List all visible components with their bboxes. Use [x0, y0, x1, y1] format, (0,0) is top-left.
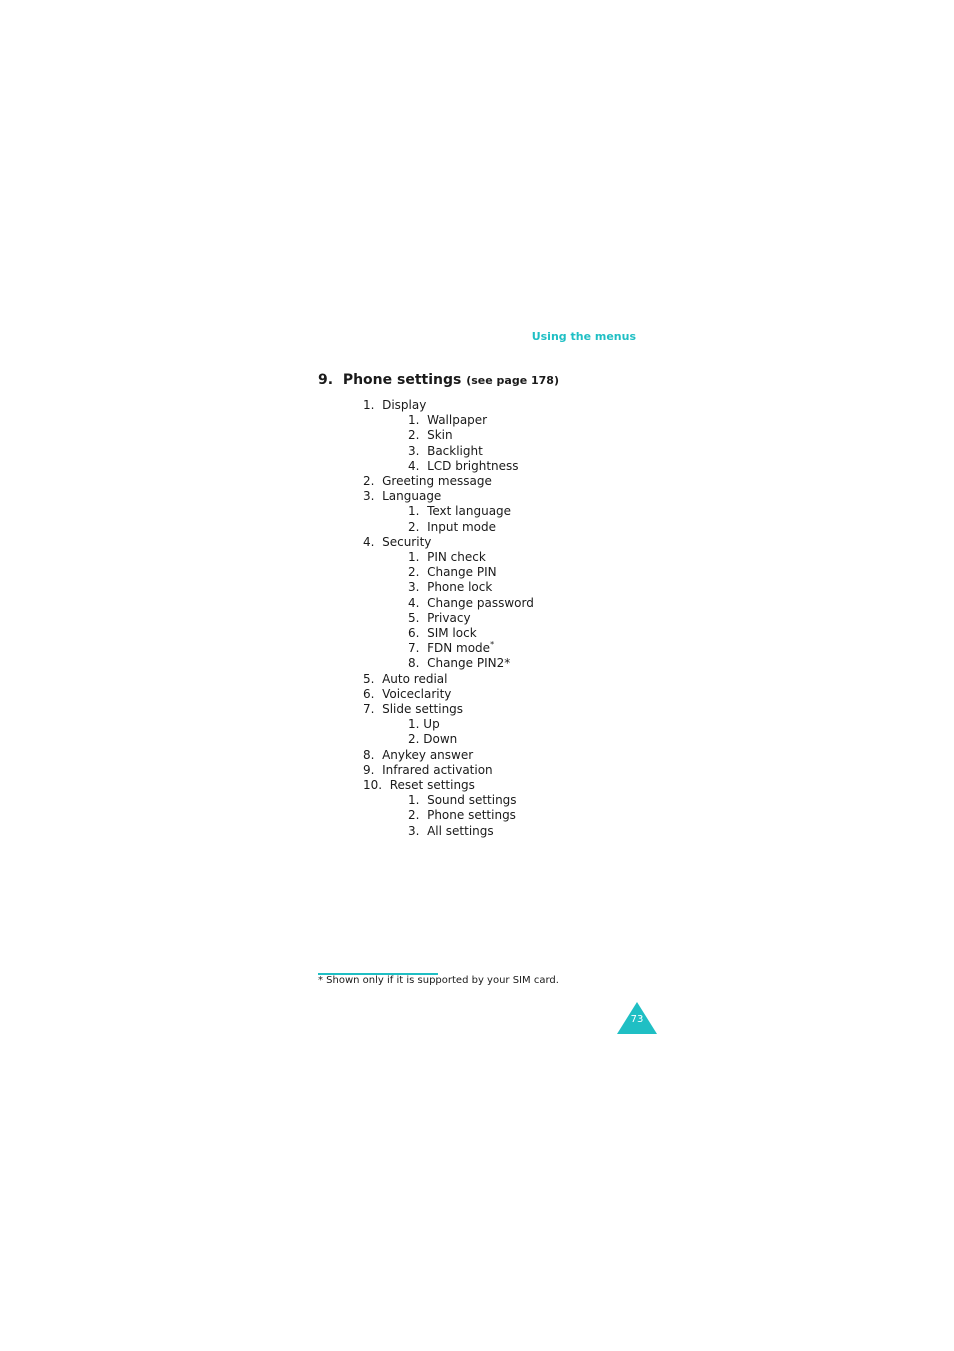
menu-item-label: LCD brightness — [427, 458, 519, 473]
menu-item-label: Down — [423, 732, 458, 747]
menu-item — [363, 778, 475, 793]
menu-item-number: 3. — [408, 580, 420, 595]
menu-item-label: Sound settings — [427, 793, 517, 808]
menu-item — [363, 398, 426, 413]
menu-item-label: Privacy — [427, 610, 471, 625]
running-header: Using the menus — [531, 330, 636, 343]
menu-item — [363, 763, 493, 778]
menu-item-number: 4. — [408, 595, 420, 610]
menu-item — [408, 428, 453, 443]
menu-item-number: 6. — [363, 686, 375, 701]
menu-item — [408, 565, 497, 580]
menu-item-number: 2. — [408, 519, 420, 534]
menu-item-label: Auto redial — [382, 671, 448, 686]
menu-item-number: 2. — [408, 732, 420, 747]
menu-item-label: Phone lock — [427, 580, 493, 595]
menu-item-label: Change PIN — [427, 565, 497, 580]
menu-item-label: Up — [423, 717, 440, 732]
menu-item-number: 1. — [408, 413, 420, 428]
menu-item-label: Security — [382, 534, 432, 549]
section-title — [318, 372, 559, 388]
menu-item-label: Voiceclarity — [382, 686, 452, 701]
menu-item-number: 2. — [408, 565, 420, 580]
menu-item — [408, 459, 519, 474]
menu-item — [408, 824, 494, 839]
menu-item-label: FDN mode — [427, 641, 491, 656]
menu-item-label: SIM lock — [427, 626, 477, 640]
menu-item-label: Wallpaper — [427, 413, 488, 428]
menu-item — [408, 641, 494, 656]
menu-item-number: 10. — [363, 778, 383, 792]
page-number: 73 — [630, 1014, 644, 1025]
menu-item-label: PIN check — [427, 550, 486, 564]
menu-item-label: Backlight — [427, 443, 483, 458]
menu-item-number: 1. — [408, 504, 420, 519]
menu-item — [408, 626, 477, 641]
menu-item — [363, 489, 441, 504]
menu-item-label: Language — [382, 489, 442, 504]
menu-item-number: 2. — [408, 428, 420, 443]
menu-item-number: 4. — [408, 458, 420, 473]
footnote: * Shown only if it is supported by your SIM card. — [318, 975, 559, 986]
menu-item — [408, 717, 440, 732]
menu-item — [408, 656, 510, 671]
menu-item-number: 7. — [408, 641, 420, 656]
menu-item-number: 8. — [408, 656, 420, 671]
menu-item-label: Greeting message — [382, 474, 492, 488]
menu-item-label: Input mode — [427, 519, 497, 534]
section-title-text: Phone settings — [342, 372, 462, 388]
menu-item-number: 1. — [363, 398, 375, 412]
menu-item-number: 2. — [363, 474, 375, 488]
menu-item — [408, 580, 492, 595]
section-number: 9. — [318, 372, 334, 388]
menu-item-number: 7. — [363, 702, 375, 716]
menu-item — [408, 444, 483, 459]
menu-item-number: 2. — [408, 808, 420, 823]
menu-item — [408, 793, 517, 808]
menu-item-label: All settings — [427, 823, 494, 838]
menu-item — [363, 672, 447, 687]
menu-item-number: 3. — [408, 443, 420, 458]
menu-item — [408, 596, 534, 611]
menu-item-number: 3. — [363, 489, 375, 504]
menu-item-number: 3. — [408, 823, 420, 838]
menu-item — [363, 702, 463, 717]
menu-item — [408, 413, 487, 428]
menu-item-label: Change password — [427, 595, 534, 610]
menu-item-label: Anykey answer — [382, 747, 474, 762]
menu-item-label: Skin — [427, 428, 453, 443]
menu-item — [363, 687, 451, 702]
footnote-marker: * — [490, 640, 495, 650]
menu-item — [363, 474, 492, 489]
menu-item-label: Text language — [427, 504, 512, 519]
page-reference: (see page 178) — [466, 374, 559, 387]
menu-item-label: Reset settings — [389, 778, 475, 792]
menu-item-label: Phone settings — [427, 808, 516, 823]
menu-item-number: 6. — [408, 626, 420, 640]
menu-item-number: 1. — [408, 793, 420, 808]
menu-item — [408, 520, 496, 535]
menu-item-number: 5. — [408, 610, 420, 625]
menu-item-number: 4. — [363, 534, 375, 549]
menu-item-number: 8. — [363, 747, 375, 762]
menu-item — [408, 504, 511, 519]
menu-item-label: Slide settings — [382, 702, 464, 716]
menu-item — [363, 535, 431, 550]
menu-item-label: Display — [382, 398, 427, 412]
menu-item — [408, 808, 516, 823]
menu-item-number: 1. — [408, 717, 420, 732]
menu-item-label: Change PIN2* — [427, 656, 511, 671]
menu-item-label: Infrared activation — [382, 762, 493, 777]
menu-item-number: 5. — [363, 671, 375, 686]
menu-item — [408, 732, 457, 747]
menu-item — [363, 748, 473, 763]
menu-item — [408, 611, 471, 626]
menu-item-number: 9. — [363, 762, 375, 777]
menu-item — [408, 550, 486, 565]
menu-item-number: 1. — [408, 550, 420, 564]
